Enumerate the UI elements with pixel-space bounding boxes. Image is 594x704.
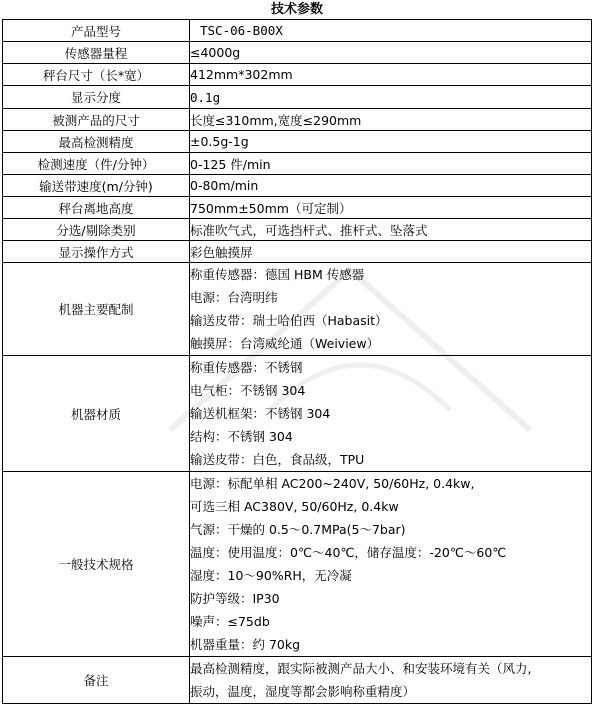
row-value: TSC-06-B00X	[190, 20, 592, 42]
table-row	[3, 263, 592, 356]
table-row	[3, 131, 592, 153]
value-line: 触摸屏：台湾威纶通（Weiview）	[190, 336, 380, 351]
table-row	[3, 356, 592, 472]
row-value: 0-80m/min	[190, 175, 592, 197]
row-label: 传感器量程	[3, 42, 190, 64]
value-line: 输送皮带：瑞士哈伯西（Habasit）	[190, 313, 388, 328]
row-label: 秤台离地高度	[3, 197, 190, 219]
row-label: 一般技术规格	[3, 472, 190, 657]
row-label: 输送带速度(m/分钟)	[3, 175, 190, 197]
table-row	[3, 42, 592, 64]
row-label: 被测产品的尺寸	[3, 109, 190, 131]
row-label: 机器主要配制	[3, 263, 190, 356]
value-line: 振动，温度，湿度等都会影响称重精度）	[190, 684, 416, 699]
value-line: 湿度：10～90%RH，无冷凝	[190, 568, 352, 583]
row-label: 产品型号	[3, 20, 190, 42]
table-row	[3, 241, 592, 263]
row-value	[190, 472, 592, 657]
row-value: 标准吹气式，可选挡杆式、推杆式、坠落式	[190, 219, 592, 241]
table-row	[3, 20, 592, 42]
value-line: 温度：使用温度：0℃～40℃，储存温度：-20℃～60℃	[190, 545, 507, 560]
value-line: 电源：台湾明纬	[190, 290, 278, 305]
value-line: 称重传感器：不锈钢	[190, 360, 303, 375]
value-line: 电源：标配单相 AC200~240V, 50/60Hz, 0.4kw,	[190, 476, 475, 491]
table-row	[3, 657, 592, 704]
table-row	[3, 472, 592, 657]
table-row	[3, 64, 592, 86]
value-line: 输送机框架：不锈钢 304	[190, 406, 331, 421]
value-line: 气源：干燥的 0.5～0.7MPa(5～7bar)	[190, 522, 406, 537]
row-label: 显示操作方式	[3, 241, 190, 263]
row-value: 长度≤310mm,宽度≤290mm	[190, 109, 592, 131]
row-label: 备注	[3, 657, 190, 704]
table-row	[3, 153, 592, 175]
row-value: 0-125 件/min	[190, 153, 592, 175]
row-value: ≤4000g	[190, 42, 592, 64]
row-label: 检测速度（件/分钟）	[3, 153, 190, 175]
value-line: 最高检测精度，跟实际被测产品大小、和安装环境有关（风力,	[190, 661, 532, 676]
table-row	[3, 109, 592, 131]
value-line: 机器重量：约 70kg	[190, 637, 301, 652]
row-value: ±0.5g-1g	[190, 131, 592, 153]
table-row	[3, 86, 592, 109]
value-line: 可选三相 AC380V, 50/60Hz, 0.4kw	[190, 499, 399, 514]
table-row	[3, 175, 592, 197]
row-value: 彩色触摸屏	[190, 241, 592, 263]
row-label: 最高检测精度	[3, 131, 190, 153]
value-line: 结构：不锈钢 304	[190, 429, 293, 444]
row-label: 机器材质	[3, 356, 190, 472]
value-line: 噪声：≤75db	[190, 614, 270, 629]
value-line: 防护等级：IP30	[190, 591, 280, 606]
row-label: 秤台尺寸（长*宽）	[3, 64, 190, 86]
value-line: 输送皮带：白色，食品级，TPU	[190, 452, 365, 467]
spec-table	[2, 19, 592, 704]
row-label: 显示分度	[3, 86, 190, 109]
row-value: 750mm±50mm（可定制）	[190, 197, 592, 219]
value-line: 称重传感器：德国 HBM 传感器	[190, 267, 365, 282]
row-value	[190, 657, 592, 704]
value-line: 电气柜：不锈钢 304	[190, 383, 306, 398]
row-value: 0.1g	[190, 86, 592, 109]
page-title: 技术参数	[270, 2, 323, 17]
table-row	[3, 219, 592, 241]
row-label: 分选/剔除类别	[3, 219, 190, 241]
table-row	[3, 197, 592, 219]
row-value: 412mm*302mm	[190, 64, 592, 86]
row-value	[190, 356, 592, 472]
row-value	[190, 263, 592, 356]
